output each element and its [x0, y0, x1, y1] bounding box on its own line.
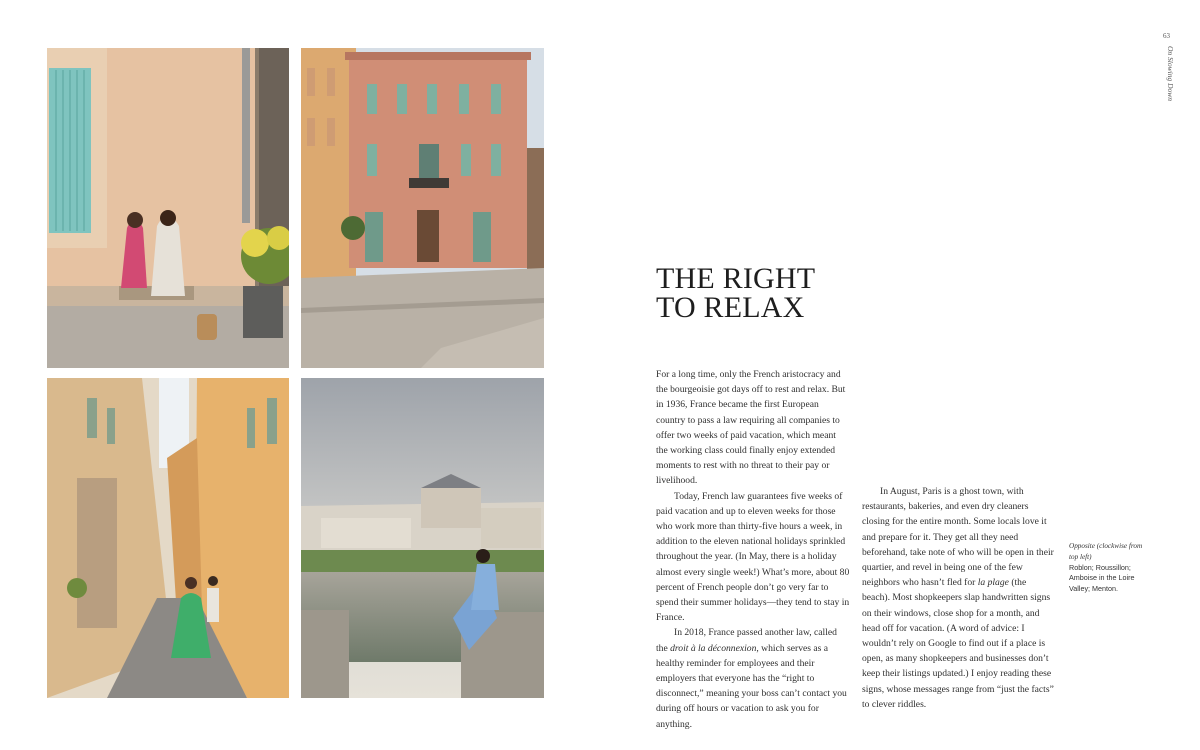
chateau-river-photo [301, 378, 544, 698]
caption-places: Roblon; Roussillon; Amboise in the Loire Valley; Menton. [1069, 562, 1135, 594]
running-head: On Slowing Down [1166, 46, 1175, 102]
body-column-2 [862, 484, 1054, 712]
paragraph-3-emphasis: droit à la déconnexion [670, 642, 757, 654]
paragraph-3-text-b: , which serves as a healthy reminder for employees and their employers that everyone has the “right to disconnect,” meaning your boss can’t contact you during off hours or vacation to ask you for anything. [656, 642, 847, 730]
paragraph-4-text-a: In August, Paris is a ghost town, with restaurants, bakeries, and even dry cleaners closing for the entire month. Some locals love it and prepare for it. They get all they need beforehand, take note of who will be open in their quartier, and revel in being one of the few neighbors who hasn’t fled for [862, 486, 1054, 589]
paragraph-4 [862, 484, 1054, 712]
paragraph-3 [656, 625, 850, 731]
caption-lead: Opposite (clockwise from top left) [1069, 542, 1143, 561]
body-column-1 [656, 367, 850, 732]
paragraph-4-emphasis: la plage [977, 577, 1009, 589]
paragraph-4-text-b: (the beach). Most shopkeepers slap handwritten signs on their windows, close shop for a month, and head off for vacation. (A word of advice: I wouldn’t rely on Google to find out if a place is open, as many shopkeepers and businesses don’t keep their listings updated.) I enjoy reading these signs, whose messages range from “just the facts” to clever riddles. [862, 577, 1054, 710]
village-square-photo [301, 48, 544, 368]
page-number: 63 [1163, 32, 1170, 40]
paragraph-1: For a long time, only the French aristocracy and the bourgeoisie got days off to rest and relax. But in 1936, France became the first European country to pass a law requiring all companies to offer two weeks of paid vacation, which meant the working class could finally enjoy extended moments to rest with no threat to their pay or livelihood. [656, 369, 846, 487]
photo-caption [1069, 541, 1153, 595]
narrow-street-photo [47, 378, 289, 698]
paragraph-2: Today, French law guarantees five weeks of paid vacation and up to eleven weeks for those who work more than thirty-five hours a week, in addition to the eleven national holidays sprinkled throughout the year. (In May, there is a holiday almost every single week!) What’s more, about 80 percent of French people don’t go very far to spend their summer holidays—they tend to stay in France. [656, 490, 850, 624]
paragraph-3-text-a: In 2018, France passed another law, called the [656, 627, 837, 654]
street-cafe-photo [47, 48, 289, 368]
title-line-2: TO RELAX [656, 291, 805, 324]
title-line-1: THE RIGHT [656, 262, 816, 295]
page-title [656, 264, 815, 322]
